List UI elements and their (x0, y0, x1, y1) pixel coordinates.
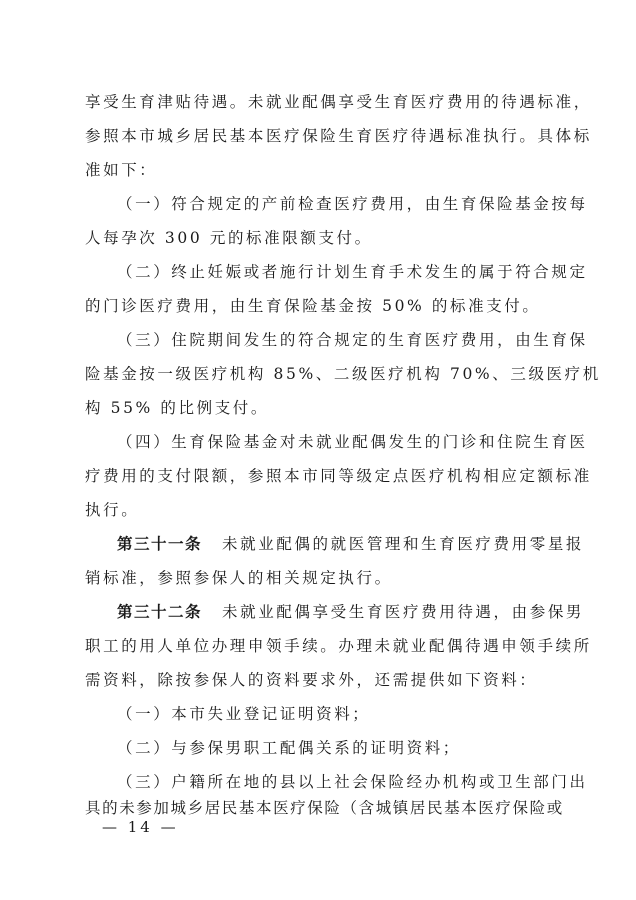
article-31-line (117, 534, 585, 554)
article-heading: 第三十二条 (117, 602, 203, 621)
article-32-line (117, 602, 585, 622)
paragraph-line: 享受生育津贴待遇。未就业配偶享受生育医疗费用的待遇标准， (85, 93, 592, 111)
paragraph-line: （三）住院期间发生的符合规定的生育医疗费用，由生育保 (117, 331, 588, 349)
paragraph-line: 疗费用的支付限额，参照本市同等级定点医疗机构相应定额标准 (85, 467, 592, 485)
article-text: 未就业配偶享受生育医疗费用待遇，由参保男 (222, 603, 585, 621)
paragraph-line: （二）终止妊娠或者施行计划生育手术发生的属于符合规定 (117, 263, 588, 281)
paragraph-line: （二）与参保男职工配偶关系的证明资料； (117, 739, 461, 757)
paragraph-line: 构 55% 的比例支付。 (85, 399, 270, 417)
paragraph-line: 执行。 (85, 501, 140, 519)
paragraph-line: （一）本市失业登记证明资料； (117, 705, 371, 723)
paragraph-line: 职工的用人单位办理申领手续。办理未就业配偶待遇申领手续所 (85, 637, 592, 655)
paragraph-line: 需资料，除按参保人的资料要求外，还需提供如下资料： (85, 671, 538, 689)
paragraph-line: 人每孕次 300 元的标准限额支付。 (85, 229, 373, 247)
article-text: 未就业配偶的就医管理和生育医疗费用零星报 (222, 535, 585, 553)
paragraph-line: 准如下： (85, 161, 158, 179)
paragraph-line: 险基金按一级医疗机构 85%、二级医疗机构 70%、三级医疗机 (85, 365, 601, 383)
paragraph-line: 具的未参加城乡居民基本医疗保险（含城镇居民基本医疗保险或 (85, 799, 564, 817)
page-number: — 14 — (102, 818, 179, 836)
paragraph-line: 销标准，参照参保人的相关规定执行。 (85, 569, 393, 587)
paragraph-line: 的门诊医疗费用，由生育保险基金按 50% 的标准支付。 (85, 297, 541, 315)
paragraph-line: （一）符合规定的产前检查医疗费用，由生育保险基金按每 (117, 195, 588, 213)
paragraph-line: （四）生育保险基金对未就业配偶发生的门诊和住院生育医 (117, 433, 588, 451)
paragraph-line: 参照本市城乡居民基本医疗保险生育医疗待遇标准执行。具体标 (85, 127, 592, 145)
article-heading: 第三十一条 (117, 534, 203, 553)
paragraph-line: （三）户籍所在地的县以上社会保险经办机构或卫生部门出 (117, 773, 588, 791)
